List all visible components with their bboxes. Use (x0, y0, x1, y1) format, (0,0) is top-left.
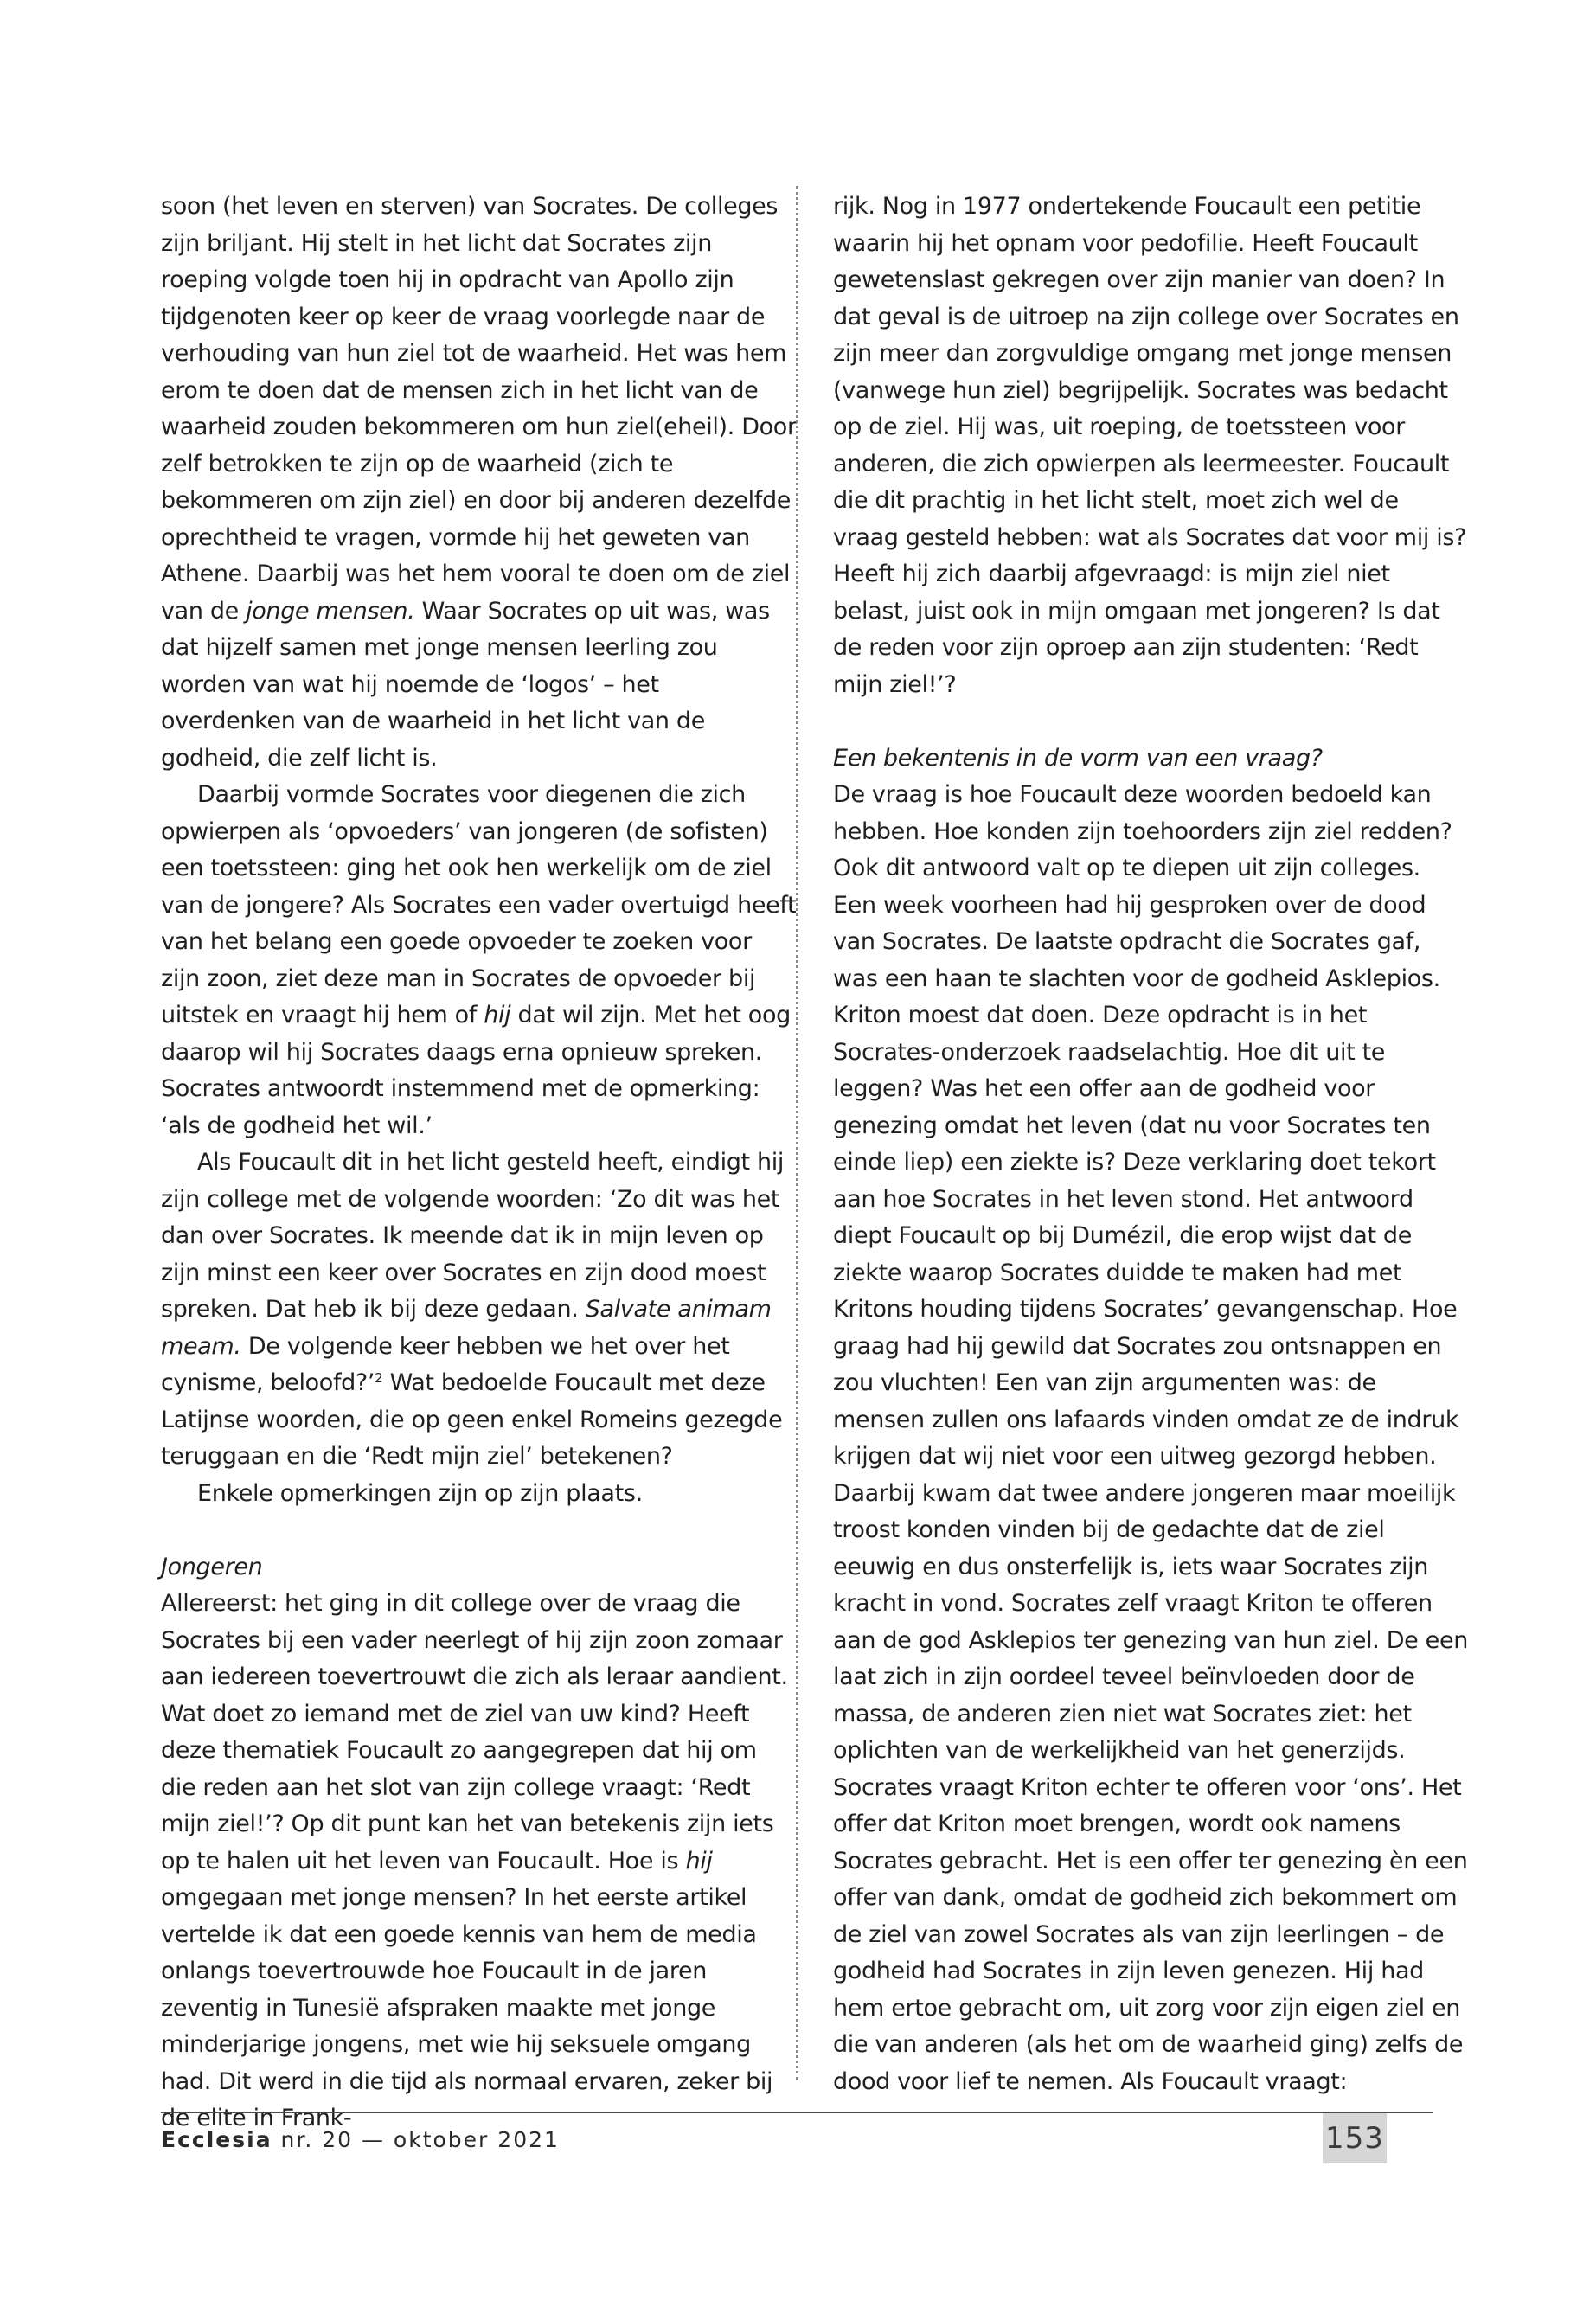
footer-rule (161, 2112, 1433, 2113)
emphasis: Salvate animam meam. (161, 1296, 772, 1360)
text-run: Als Foucault dit in het licht gesteld heeft, eindigt hij zijn college met de volgende woorden: ‘Zo dit was het dan over Socrates. Ik meende dat ik in mijn leven op zijn minst een keer over Socrates en zijn dood moest spreken. Dat heb ik bij deze gedaan. (161, 1149, 785, 1323)
text-run: omgegaan met jonge mensen? In het eerste artikel vertelde ik dat een goede kennis van hem de media onlangs toevertrouwde hoe Foucault in de jaren zeventig in Tunesië afspraken maakte met jonge minderjarige jongens, met wie hij seksuele omgang had. Dit werd in die tijd als normaal ervaren, zeker bij de elite in Frank- (161, 1884, 773, 2131)
text-run: soon (het leven en sterven) van Socrates. De colleges zijn briljant. Hij stelt in het licht dat Socrates zijn roeping volgde toen hij in opdracht van Apollo zijn tijdgenoten keer op keer de vraag voorlegde naar de verhouding van hun ziel tot de waarheid. Het was hem erom te doen dat de mensen zich in het licht van de waarheid zouden bekommeren om hun ziel(eheil). Door zelf betrokken te zijn op de waarheid (zich te bekommeren om zijn ziel) en door bij anderen dezelfde oprechtheid te vragen, vormde hij het geweten van Athene. Daarbij was het hem vooral te doen om de ziel van de (161, 193, 797, 625)
paragraph: Enkele opmerkingen zijn op zijn plaats. (197, 1479, 643, 1507)
paragraph-gap (833, 703, 1469, 740)
page-number: 153 (1323, 2113, 1387, 2163)
paragraph: rijk. Nog in 1977 ondertekende Foucault een petitie waarin hij het opnam voor pedofilie. Heeft Foucault gewetenslast gekregen over zijn manier van doen? In dat geval is de uitroep na zijn college over Socrates en zijn meer dan zorgvuldige omgang met jonge mensen (vanwege hun ziel) begrijpelijk. Socrates was bedacht op de ziel. Hij was, uit roeping, de toetssteen voor anderen, die zich opwierpen als leermeester. Foucault die dit prachtig in het licht stelt, moet zich wel de vraag gesteld hebben: wat als Socrates dat voor mij is? Heeft hij zich daarbij afgevraagd: is mijn ziel niet belast, juist ook in mijn omgaan met jongeren? Is dat de reden voor zijn oproep aan zijn studenten: ‘Redt mijn ziel!’? (833, 193, 1467, 698)
paragraph: De vraag is hoe Foucault deze woorden bedoeld kan hebben. Hoe konden zijn toehoorders zijn ziel redden? Ook dit antwoord valt op te diepen uit zijn colleges. Een week voorheen had hij gesproken over de dood van Socrates. De laatste opdracht die Socrates gaf, was een haan te slachten voor de godheid Asklepios. Kriton moest dat doen. Deze opdracht is in het Socrates-onderzoek raadselachtig. Hoe dit uit te leggen? Was het een offer aan de godheid voor genezing omdat het leven (dat nu voor Socrates ten einde liep) een ziekte is? Deze verklaring doet tekort aan hoe Socrates in het leven stond. Het antwoord diept Foucault op bij Dumézil, die erop wijst dat de ziekte waarop Socrates duidde te maken had met Kritons houding tijdens Socrates’ gevangenschap. Hoe graag had hij gewild dat Socrates zou ontsnappen en zou vluchten! Een van zijn argumenten was: de mensen zullen ons lafaards vinden omdat ze de indruk krijgen dat wij niet voor een uitweg gezorgd hebben. Daarbij kwam dat twee andere jongeren maar moeilijk troost konden vinden bij de gedachte dat de ziel eeuwig en dus onsterfelijk is, iets waar Socrates zijn kracht in vond. Socrates zelf vraagt Kriton te offeren aan de god Asklepios ter genezing van hun ziel. De een laat zich in zijn oordeel teveel beïnvloeden door de massa, de anderen zien niet wat Socrates ziet: het oplichten van de werkelijkheid van het generzijds. Socrates vraagt Kriton echter te offeren voor ‘ons’. Het offer dat Kriton moet brengen, wordt ook namens Socrates gebracht. Het is een offer ter genezing èn een offer van dank, omdat de godheid zich bekommert om de ziel van zowel Socrates als van zijn leerlingen – de godheid had Socrates in zijn leven genezen. Hij had hem ertoe gebracht om, uit zorg voor zijn eigen ziel en die van anderen (als het om de waarheid ging) zelfs de dood voor lief te nemen. Als Foucault vraagt: (833, 781, 1468, 2095)
paragraph (161, 777, 797, 1144)
emphasis: hij (484, 1002, 511, 1029)
text-run: dat wil zijn. Met het oog daarop wil hij Socrates daags erna opnieuw spreken. Socrates antwoordt instemmend met de opmerking: ‘als de godheid het wil.’ (161, 1002, 791, 1139)
paragraph (161, 1144, 797, 1476)
column-divider (796, 186, 798, 2080)
text-run: De volgende keer hebben we het over het cynisme, beloofd?’ (161, 1332, 730, 1396)
left-column (161, 189, 797, 2138)
text-run: Waar Socrates op uit was, was dat hijzelf samen met jonge mensen leerling zou worden van wat hij noemde de ‘logos’ – het overdenken van de waarheid in het licht van de godheid, die zelf licht is. (161, 597, 770, 772)
paragraph-gap (161, 1512, 797, 1549)
journal-citation (161, 2127, 560, 2152)
text-run: Daarbij vormde Socrates voor diegenen die zich opwierpen als ‘opvoeders’ van jongeren (de sofisten) een toetssteen: ging het ook hen werkelijk om de ziel van de jongere? Als Socrates een vader overtuigd heeft van het belang een goede opvoeder te zoeken voor zijn zoon, ziet deze man in Socrates de opvoeder bij uitstek en vraagt hij hem of (161, 781, 797, 1029)
text-run: Allereerst: het ging in dit college over de vraag die Socrates bij een vader neerlegt of hij zijn zoon zomaar aan iedereen toevertrouwt die zich als leraar aandient. Wat doet zo iemand met de ziel van uw kind? Heeft deze thematiek Foucault zo aangegrepen dat hij om die reden aan het slot van zijn college vraagt: ‘Redt mijn ziel!’? Op dit punt kan het van betekenis zijn iets op te halen uit het leven van Foucault. Hoe is (161, 1590, 788, 1875)
right-column (833, 189, 1469, 2100)
issue-info: nr. 20 — oktober 2021 (272, 2127, 560, 2152)
section-subheading: Jongeren (161, 1553, 263, 1580)
text-run: Wat bedoelde Foucault met deze Latijnse woorden, die op geen enkel Romeins gezegde teruggaan en die ‘Redt mijn ziel’ betekenen? (161, 1369, 783, 1470)
paragraph (161, 1586, 797, 2138)
footnote-marker: 2 (375, 1370, 383, 1386)
emphasis: hij (685, 1847, 713, 1875)
paragraph (161, 189, 797, 777)
section-subheading: Een bekentenis in de vorm van een vraag? (833, 744, 1323, 772)
journal-name: Ecclesia (161, 2127, 272, 2152)
emphasis: jonge mensen. (246, 597, 415, 625)
